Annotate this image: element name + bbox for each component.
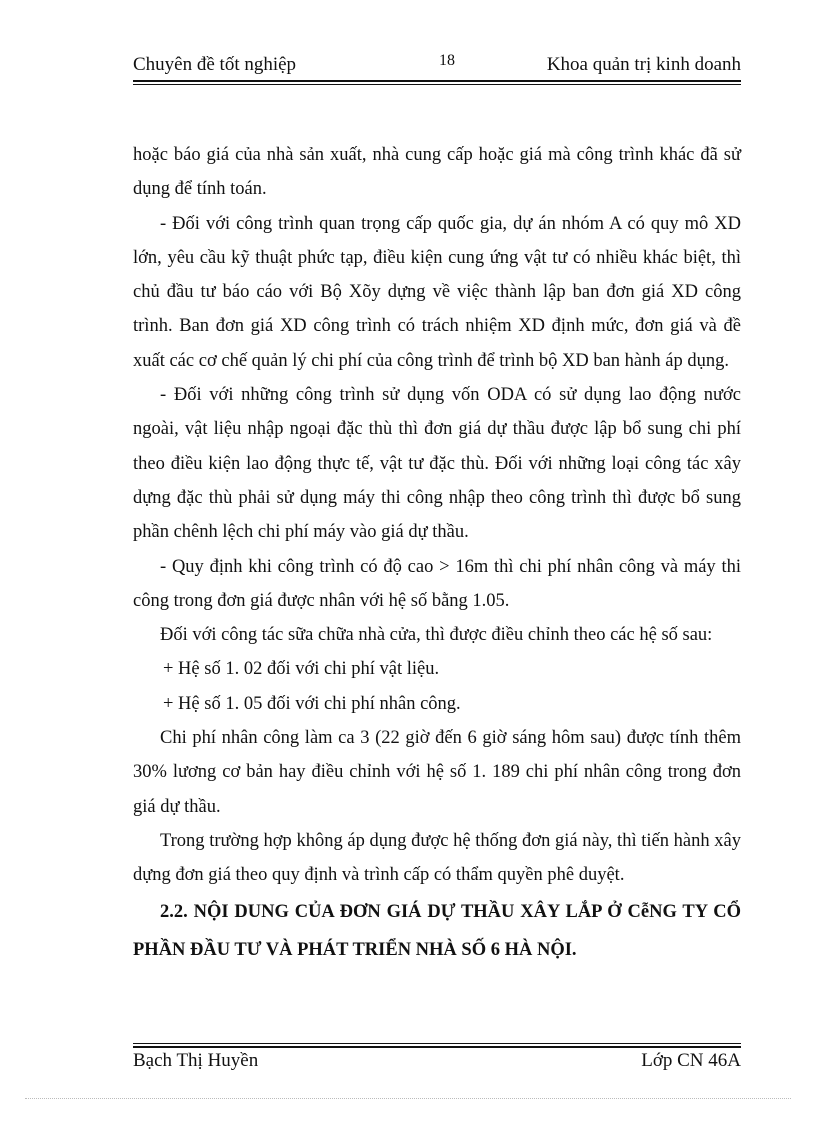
footer-rule-thick	[133, 1046, 741, 1048]
paragraph-quote-continuation: hoặc báo giá của nhà sản xuất, nhà cung cấp hoặc giá mà công trình khác đã sử dụng để tính toán.	[133, 145, 741, 200]
list-item-material-factor: + Hệ số 1. 02 đối với chi phí vật liệu.	[163, 659, 440, 680]
paragraph-night-shift: Chi phí nhân công làm ca 3 (22 giờ đến 6 giờ sáng hôm sau) được tính thêm 30% lương cơ bản hay điều chỉnh với hệ số 1. 189 chi phí nhân công trong đơn giá dự thầu.	[133, 728, 741, 817]
header-rule-thick	[133, 80, 741, 82]
paragraph-national-projects: - Đối với công trình quan trọng cấp quốc gia, dự án nhóm A có quy mô XD lớn, yêu cầu kỹ thuật phức tạp, điều kiện cung ứng vật tư có nhiều khác biệt, thì chủ đầu tư báo cáo với Bộ Xõy dựng về việc thành lập ban đơn giá XD công trình. Ban đơn giá XD công trình có trách nhiệm XD định mức, đơn giá và đề xuất các cơ chế quản lý chi phí của công trình để trình bộ XD ban hành áp dụng.	[133, 213, 741, 371]
paragraph-repair-work: Đối với công tác sữa chữa nhà cửa, thì được điều chỉnh theo các hệ số sau:	[160, 625, 713, 646]
document-body	[133, 138, 741, 969]
page-footer	[133, 1050, 741, 1076]
footer-rule-thin	[133, 1043, 741, 1044]
header-rule-thin	[133, 84, 741, 85]
page-edge-divider	[25, 1098, 791, 1099]
header-faculty: Khoa quản trị kinh doanh	[546, 54, 741, 75]
footer-class: Lớp CN 46A	[641, 1050, 741, 1071]
list-item-labor-factor: + Hệ số 1. 05 đối với chi phí nhân công.	[163, 693, 461, 714]
header-thesis-title: Chuyên đề tốt nghiệp	[133, 54, 297, 75]
page-header	[133, 50, 741, 78]
paragraph-fallback-pricing: Trong trường hợp không áp dụng được hệ thống đơn giá này, thì tiến hành xây dựng đơn giá theo quy định và trình cấp có thẩm quyền phê duyệt.	[133, 830, 741, 886]
paragraph-height-rule: - Quy định khi công trình có độ cao > 16m thì chi phí nhân công và máy thi công trong đơn giá được nhân với hệ số bằng 1.05.	[133, 556, 741, 611]
paragraph-oda-projects: - Đối với những công trình sử dụng vốn ODA có sử dụng lao động nước ngoài, vật liệu nhập ngoại đặc thù thì đơn giá dự thầu được lập bổ sung chi phí theo điều kiện lao động thực tế, vật tư đặc thù. Đối với những loại công tác xây dựng đặc thù phải sử dụng máy thi công nhập theo công trình thì được bổ sung phần chênh lệch chi phí máy vào giá dự thầu.	[133, 385, 741, 543]
section-heading: 2.2. NỘI DUNG CỦA ĐƠN GIÁ DỰ THẦU XÂY LẮP Ở CễNG TY CỔ PHẦN ĐẦU TƯ VÀ PHÁT TRIỂN NHÀ SỐ 6 HÀ NỘI.	[133, 901, 741, 960]
page-number: 18	[439, 52, 455, 69]
footer-author: Bạch Thị Huyền	[133, 1050, 259, 1071]
